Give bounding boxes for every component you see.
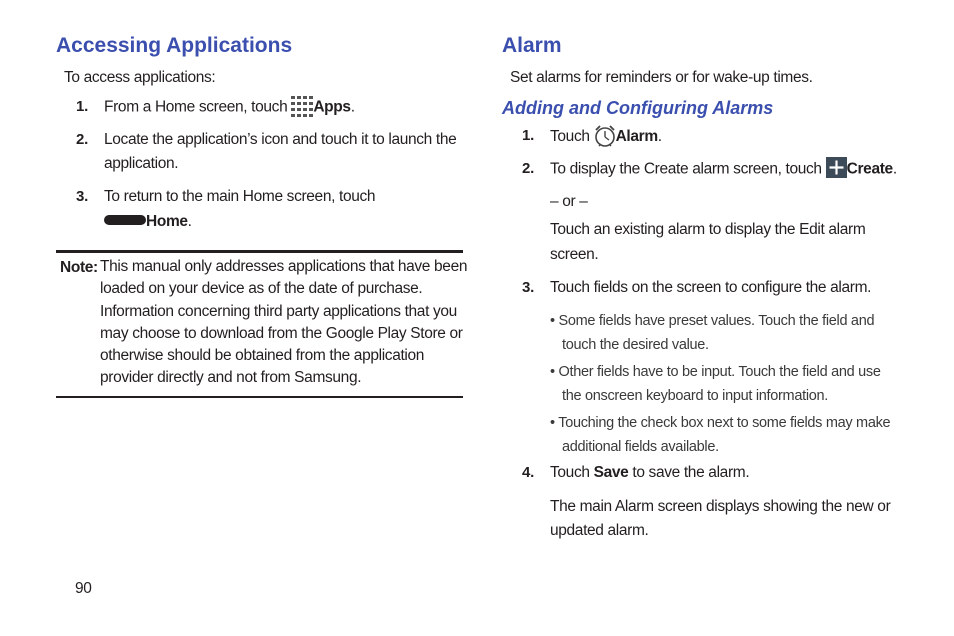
alarm-step-1-post: .: [657, 128, 662, 146]
step-number: 2.: [522, 160, 535, 177]
alarm-label: Alarm: [615, 128, 658, 146]
step-3-post: .: [187, 213, 192, 231]
bullet-3-line-1: • Touching the check box next to some fields may make: [550, 415, 891, 431]
note-body: [100, 256, 467, 390]
alarm-clock-icon: [594, 124, 616, 150]
step-1-post: .: [350, 98, 355, 116]
step-number: 3.: [522, 279, 535, 296]
note-line: may choose to download from the Google Play Store or: [100, 324, 463, 342]
step-2-line-1: Locate the application’s icon and touch it to launch the: [104, 131, 457, 148]
note-line: loaded on your device as of the date of purchase.: [100, 280, 423, 298]
bullet-1-line-2: touch the desired value.: [562, 337, 709, 353]
note-line: This manual only addresses applications that have been: [100, 258, 468, 275]
note-line: provider directly and not from Samsung.: [100, 369, 362, 387]
bullet-1-line-1: • Some fields have preset values. Touch the field and: [550, 313, 875, 329]
subheading-adding-alarms: Adding and Configuring Alarms: [502, 98, 774, 118]
alarm-step-4: [550, 461, 749, 485]
step-1-text: [104, 95, 355, 120]
plus-icon: [826, 157, 847, 182]
result-line-2: updated alarm.: [550, 522, 649, 539]
alarm-step-4-post: to save the alarm.: [632, 464, 750, 481]
result-line-1: The main Alarm screen displays showing the new or: [550, 498, 891, 515]
step-number: 2.: [76, 131, 89, 148]
note-top-rule: [56, 250, 463, 253]
step-2-line-2: application.: [104, 155, 179, 172]
home-key-icon: [104, 210, 146, 234]
bullet-2-line-1: • Other fields have to be input. Touch the field and use: [550, 364, 881, 380]
step-number: 1.: [522, 127, 535, 144]
step-number: 1.: [76, 98, 89, 115]
alarm-step-4-pre: Touch: [550, 464, 590, 481]
note-bottom-rule: [56, 396, 463, 398]
note-label: Note:: [60, 259, 98, 276]
alt-line-1: Touch an existing alarm to display the Edit alarm: [550, 221, 866, 238]
bullet-2-line-2: the onscreen keyboard to input information.: [562, 388, 828, 404]
note-line: Information concerning third party applications that you: [100, 302, 457, 320]
save-label: Save: [593, 464, 629, 481]
apps-label: Apps: [313, 98, 351, 116]
section-heading-accessing-applications: Accessing Applications: [56, 34, 293, 57]
alarm-step-1-pre: Touch: [550, 128, 590, 146]
alarm-step-2-post: .: [892, 160, 897, 178]
alarm-intro: Set alarms for reminders or for wake-up times.: [510, 69, 813, 86]
step-number: 4.: [522, 464, 535, 481]
alt-line-2: screen.: [550, 246, 599, 263]
intro-text: To access applications:: [64, 69, 216, 86]
step-number: 3.: [76, 188, 89, 205]
page-number: 90: [75, 580, 92, 597]
bullet-3-line-2: additional fields available.: [562, 439, 719, 455]
alarm-step-2: [550, 157, 897, 182]
section-heading-alarm: Alarm: [502, 34, 562, 57]
create-label: Create: [846, 160, 893, 178]
step-1-pre: From a Home screen, touch: [104, 98, 288, 116]
or-separator: – or –: [550, 193, 588, 210]
step-3-line-1: To return to the main Home screen, touch: [104, 188, 376, 205]
apps-grid-icon: [291, 95, 313, 120]
alarm-step-1: [550, 124, 662, 150]
note-line: otherwise should be obtained from the application: [100, 347, 425, 365]
step-3-line-2: [104, 210, 192, 234]
home-label: Home: [146, 213, 188, 231]
alarm-step-2-pre: To display the Create alarm screen, touch: [550, 160, 822, 178]
alarm-step-3: Touch fields on the screen to configure the alarm.: [550, 279, 872, 296]
